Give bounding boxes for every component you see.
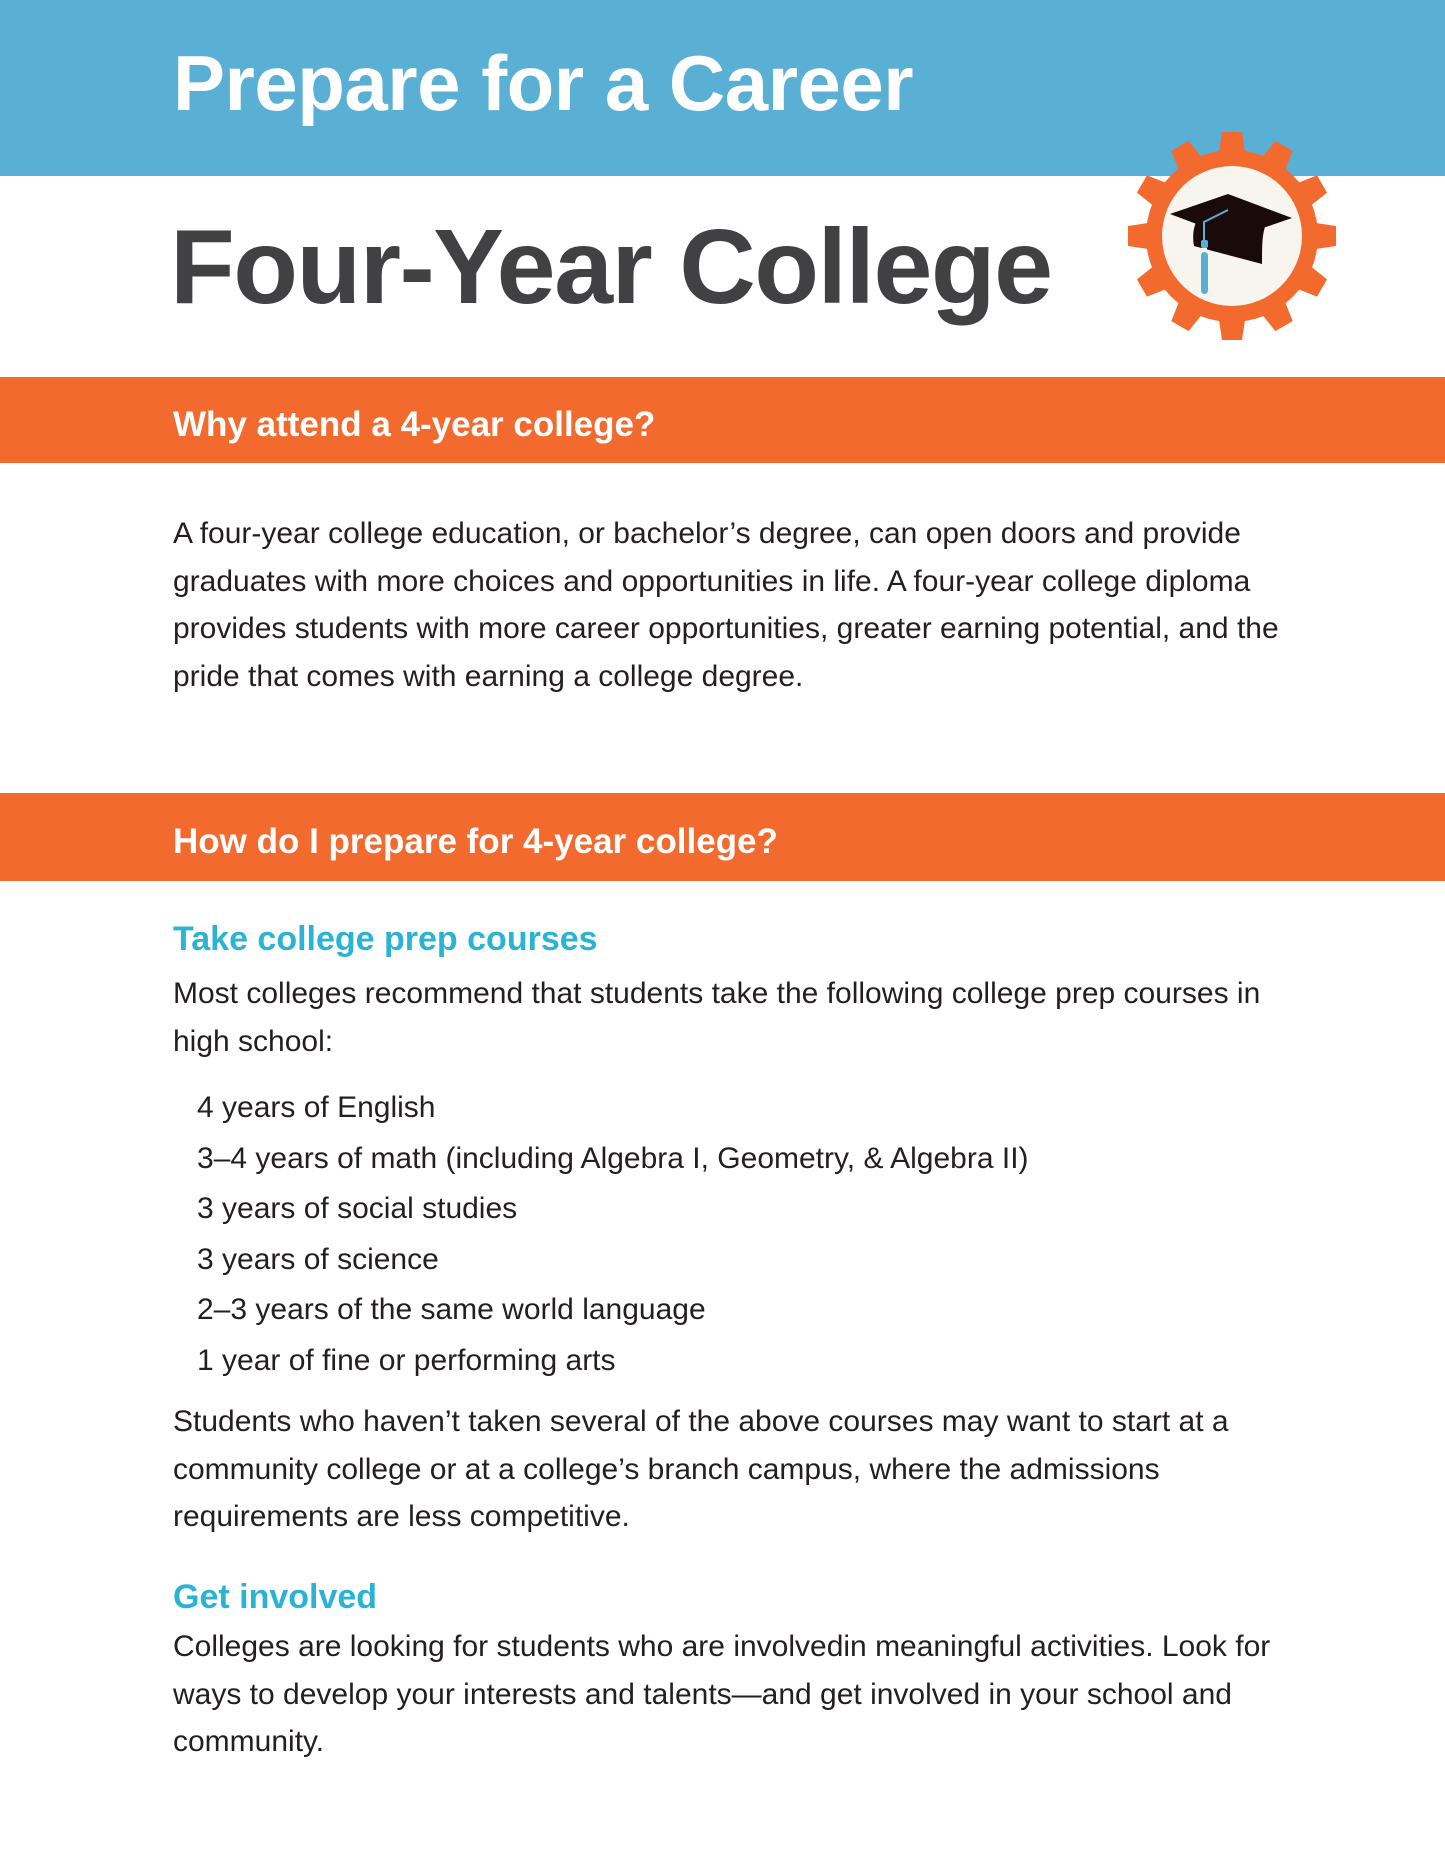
college-prep-intro: Most colleges recommend that students take the following college prep courses in high school: (173, 977, 1261, 1058)
why-attend-paragraph: A four-year college education, or bachelor’s degree, can open doors and provide graduates with more choices and opportunities in life. A four-year college diploma provides students with more career opportunities, greater earning potential, and the pride that comes with earning a college degree. (173, 517, 1279, 693)
course-item-math: 3–4 years of math (including Algebra I, Geometry, & Algebra II) (197, 1141, 1029, 1175)
course-item-science: 3 years of science (197, 1242, 439, 1276)
section-band-how-prepare (0, 793, 1445, 881)
course-item-world-language: 2–3 years of the same world language (197, 1293, 706, 1326)
get-involved-paragraph: Colleges are looking for students who are involvedin meaningful activities. Look for ways to develop your interests and talents—and get involved in your school and community. (173, 1630, 1271, 1758)
course-list (197, 1083, 1029, 1386)
page-title: Four-Year College (170, 208, 1052, 326)
subheading-get-involved: Get involved (173, 1578, 378, 1616)
course-item-social-studies: 3 years of social studies (197, 1192, 518, 1225)
section-heading-why-attend: Why attend a 4-year college? (173, 405, 656, 444)
gear-graduation-cap-icon (1114, 118, 1350, 354)
series-title: Prepare for a Career (173, 39, 914, 127)
section-heading-how-prepare: How do I prepare for 4-year college? (173, 822, 778, 861)
section-band-why-attend (0, 377, 1445, 463)
course-item-english: 4 years of English (197, 1091, 436, 1124)
community-college-note: Students who haven’t taken several of the above courses may want to start at a community college or at a college’s branch campus, where the admissions requirements are less competitive. (173, 1405, 1229, 1533)
course-item-arts: 1 year of fine or performing arts (197, 1343, 616, 1377)
subheading-college-prep-courses: Take college prep courses (173, 920, 598, 958)
